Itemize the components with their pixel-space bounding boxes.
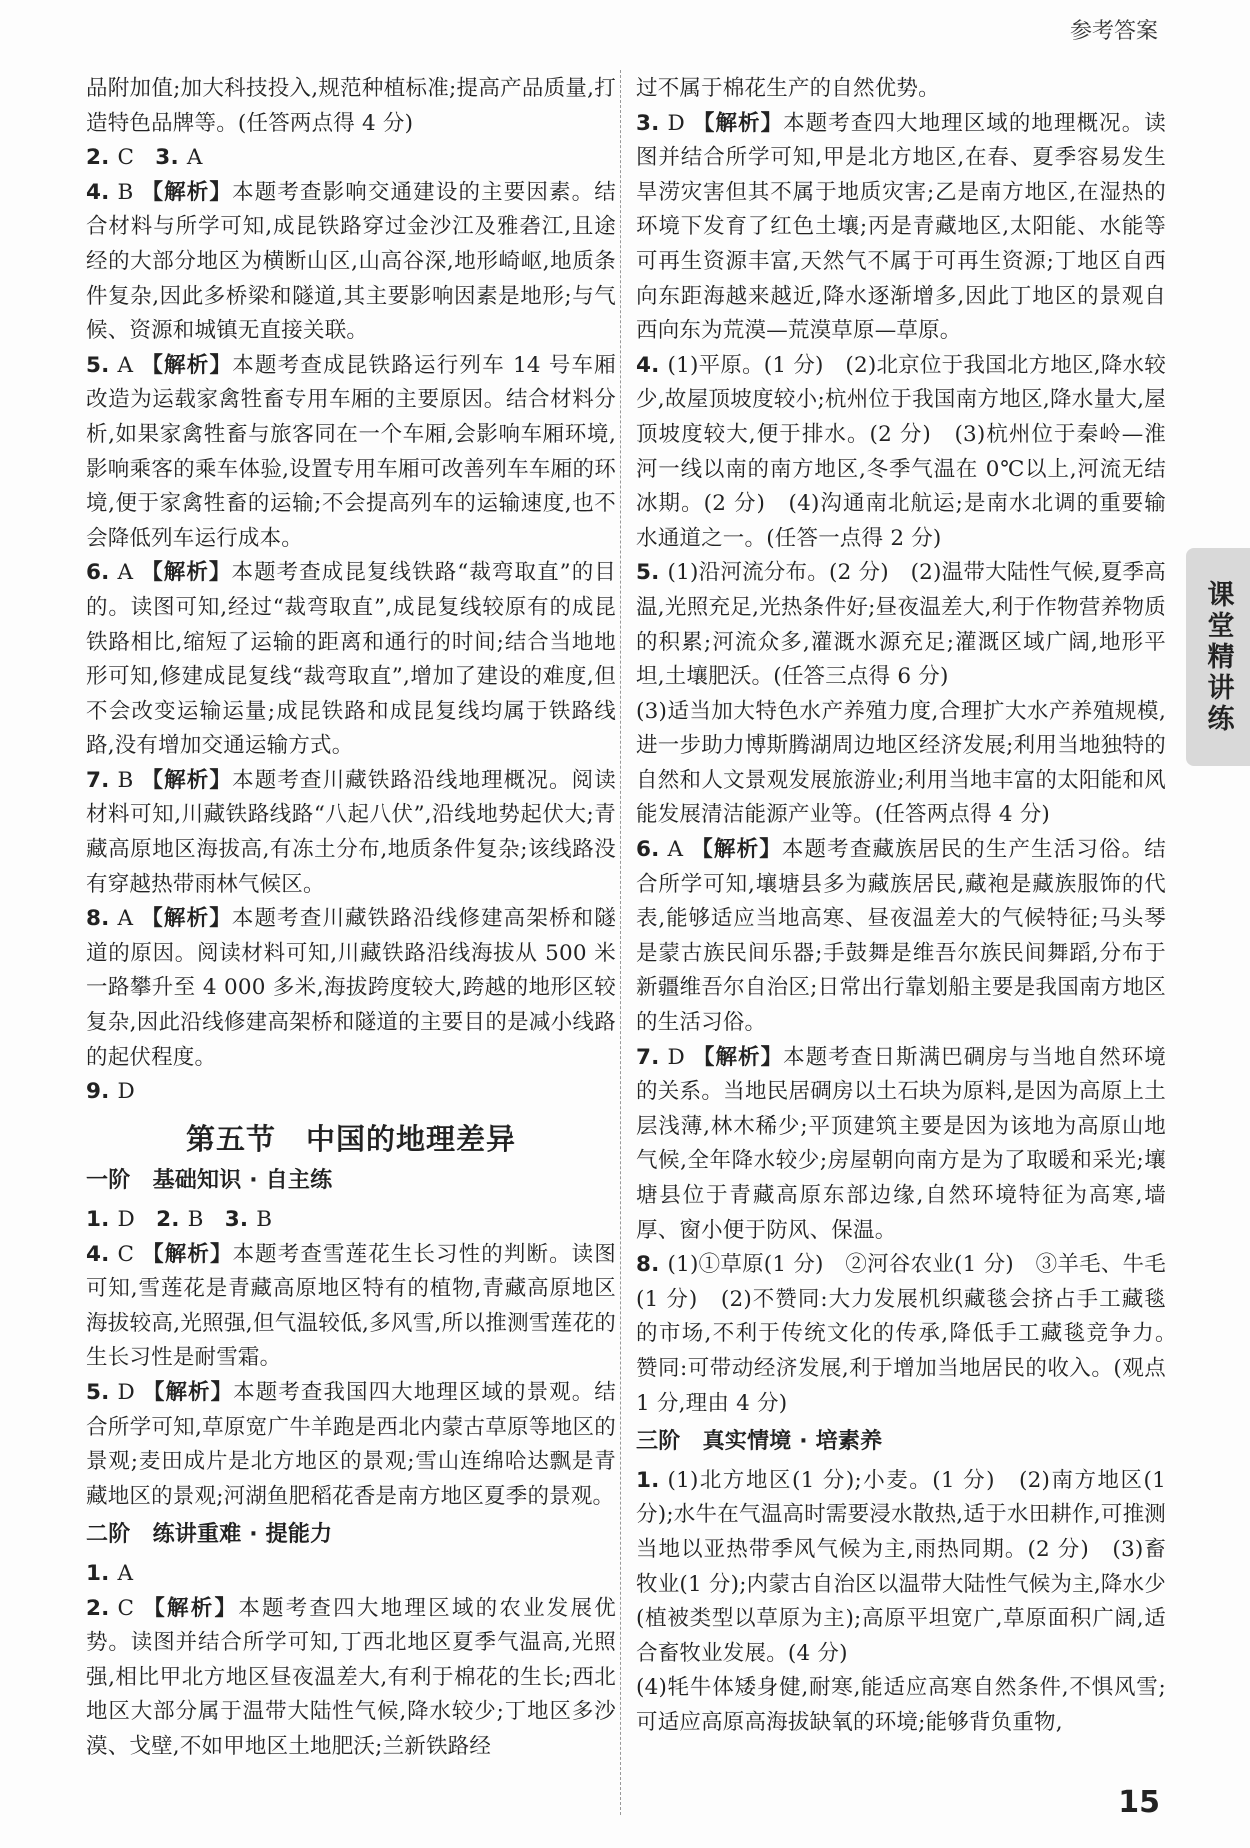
answer: B bbox=[256, 1207, 273, 1232]
question-number: 8. bbox=[86, 906, 110, 932]
stage3-answer-1 bbox=[636, 1464, 1166, 1672]
stage-heading-2: 二阶 练讲重难 · 提能力 bbox=[86, 1522, 333, 1548]
answer: D bbox=[667, 1044, 685, 1070]
section-title: 第五节 中国的地理差异 bbox=[185, 1121, 516, 1156]
answer: D bbox=[117, 1379, 135, 1405]
answer-5 bbox=[86, 349, 616, 557]
analysis-label: 【解析】 bbox=[143, 1595, 239, 1621]
answer: A bbox=[117, 352, 134, 378]
question-number: 9. bbox=[86, 1079, 110, 1105]
answer-8 bbox=[86, 902, 616, 1075]
question-number: 3. bbox=[155, 145, 179, 171]
answer: B bbox=[187, 1207, 204, 1232]
question-number: 5. bbox=[86, 352, 110, 378]
analysis-text: 本题考查影响交通建设的主要因素。结合材料与所学可知,成昆铁路穿过金沙江及雅砻江,且途经的大部分地区为横断山区,山高谷深,地形崎岖,地质条件复杂,因此多桥梁和隧道,其主要影响因素是地形;与气候、资源和城镇无直接关联。 bbox=[86, 179, 616, 344]
answer: A bbox=[667, 837, 684, 863]
answer-5 bbox=[636, 556, 1166, 694]
analysis-label: 【解析】 bbox=[142, 1241, 233, 1267]
question-number: 1. bbox=[86, 1207, 110, 1232]
analysis-label: 【解析】 bbox=[691, 837, 782, 863]
question-number: 2. bbox=[86, 145, 110, 171]
analysis-label: 【解析】 bbox=[141, 906, 232, 932]
answer: A bbox=[117, 560, 134, 586]
answer-6 bbox=[636, 833, 1166, 1041]
answer: C bbox=[117, 1241, 135, 1267]
answer-2-3 bbox=[86, 141, 616, 176]
question-number: 3. bbox=[224, 1207, 249, 1232]
question-number: 8. bbox=[636, 1252, 660, 1278]
question-number: 4. bbox=[86, 1241, 110, 1267]
question-number: 1. bbox=[636, 1467, 660, 1493]
question-number: 2. bbox=[156, 1207, 180, 1232]
question-number: 5. bbox=[86, 1379, 110, 1405]
analysis-label: 【解析】 bbox=[692, 1044, 784, 1070]
answer: D bbox=[667, 110, 685, 136]
stage1-answer-4 bbox=[86, 1238, 616, 1376]
stage3-answer-1-part-4: (4)牦牛体矮身健,耐寒,能适应高寒自然条件,不惧风雪;可适应高原高海拔缺氧的环境;能够背负重物, bbox=[636, 1675, 1166, 1735]
right-column bbox=[636, 72, 1188, 1741]
left-paragraph-continued: 品附加值;加大科技投入,规范种植标准;提高产品质量,打造特色品牌等。(任答两点得 4 分) bbox=[86, 76, 616, 136]
answer-text: (1)沿河流分布。(2 分) (2)温带大陆性气候,夏季高温,光照充足,光热条件好;昼夜温差大,利于作物营养物质的积累;河流众多,灌溉水源充足;灌溉区域广阔,地形平坦,土壤肥沃。(任答三点得 6 分) bbox=[636, 560, 1166, 690]
right-paragraph-continued: 过不属于棉花生产的自然优势。 bbox=[636, 76, 940, 101]
answer: B bbox=[117, 767, 134, 793]
answer-5-part-3: (3)适当加大特色水产养殖力度,合理扩大水产养殖规模,进一步助力博斯腾湖周边地区经济发展;利用当地独特的自然和人文景观发展旅游业;利用当地丰富的太阳能和风能发展清洁能源产业等。(任答两点得 4 分) bbox=[636, 698, 1166, 828]
answer-4 bbox=[86, 176, 616, 349]
answer-6 bbox=[86, 556, 616, 764]
question-number: 7. bbox=[86, 767, 110, 793]
analysis-text: 本题考查我国四大地理区域的景观。结合所学可知,草原宽广牛羊跑是西北内蒙古草原等地区的景观;麦田成片是北方地区的景观;雪山连绵哈达飘是青藏地区的景观;河湖鱼肥稻花香是南方地区夏季的景观。 bbox=[86, 1379, 616, 1509]
side-tab-label: 课堂精讲练 bbox=[1202, 579, 1234, 735]
answer-9 bbox=[86, 1075, 616, 1110]
question-number: 7. bbox=[636, 1044, 660, 1070]
stage2-answer-2 bbox=[86, 1592, 616, 1765]
header-label: 参考答案 bbox=[1069, 19, 1158, 44]
answer: B bbox=[117, 179, 134, 205]
stage-heading-1: 一阶 基础知识 · 自主练 bbox=[86, 1168, 333, 1194]
answer-text: (1)平原。(1 分) (2)北京位于我国北方地区,降水较少,故屋顶坡度较小;杭州位于我国南方地区,降水量大,屋顶坡度较大,便于排水。(2 分) (3)杭州位于秦岭—淮河一线以南的南方地区,冬季气温在 0℃以上,河流无结冰期。(2 分) (4)沟通南北航运;是南水北调的重要输水通道之一。(任答一点得 2 分) bbox=[636, 352, 1166, 551]
question-number: 2. bbox=[86, 1595, 110, 1621]
analysis-text: 本题考查成昆复线铁路“裁弯取直”的目的。读图可知,经过“裁弯取直”,成昆复线较原有的成昆铁路相比,缩短了运输的距离和通行的时间;结合当地地形可知,修建成昆复线“裁弯取直”,增加了建设的难度,但不会改变运输运量;成昆铁路和成昆复线均属于铁路线路,没有增加交通运输方式。 bbox=[86, 560, 616, 759]
page-number: 15 bbox=[1118, 1785, 1160, 1820]
section-side-tab bbox=[1186, 548, 1250, 766]
answer-7 bbox=[636, 1041, 1166, 1249]
answer-7 bbox=[86, 764, 616, 902]
analysis-label: 【解析】 bbox=[692, 110, 784, 136]
answer: A bbox=[186, 145, 203, 171]
analysis-text: 本题考查川藏铁路沿线地理概况。阅读材料可知,川藏铁路线路“八起八伏”,沿线地势起伏大;青藏高原地区海拔高,有冻土分布,地质条件复杂;该线路没有穿越热带雨林气候区。 bbox=[86, 767, 616, 897]
analysis-text: 本题考查雪莲花生长习性的判断。读图可知,雪莲花是青藏高原地区特有的植物,青藏高原地区海拔较高,光照强,但气温较低,多风雪,所以推测雪莲花的生长习性是耐雪霜。 bbox=[86, 1241, 616, 1371]
answer: A bbox=[117, 1560, 134, 1586]
stage2-answer-1 bbox=[86, 1557, 616, 1592]
analysis-text: 本题考查四大地理区域的地理概况。读图并结合所学可知,甲是北方地区,在春、夏季容易发生旱涝灾害但其不属于地质灾害;乙是南方地区,在湿热的环境下发育了红色土壤;丙是青藏地区,太阳能、水能等可再生资源丰富,天然气不属于可再生资源;丁地区自西向东距海越来越近,降水逐渐增多,因此丁地区的景观自西向东为荒漠—荒漠草原—草原。 bbox=[636, 110, 1166, 344]
analysis-label: 【解析】 bbox=[142, 1379, 234, 1405]
answer: D bbox=[117, 1079, 135, 1105]
left-column bbox=[86, 72, 616, 1765]
stage1-answers-1-3 bbox=[86, 1203, 616, 1238]
analysis-text: 本题考查川藏铁路沿线修建高架桥和隧道的原因。阅读材料可知,川藏铁路沿线海拔从 500 米一路攀升至 4 000 多米,海拔跨度较大,跨越的地形区较复杂,因此沿线修建高架桥和隧道的主要目的是减小线路的起伏程度。 bbox=[86, 906, 616, 1070]
question-number: 3. bbox=[636, 110, 660, 136]
answer-3 bbox=[636, 107, 1166, 349]
analysis-text: 本题考查四大地理区域的农业发展优势。读图并结合所学可知,丁西北地区夏季气温高,光照强,相比甲北方地区昼夜温差大,有利于棉花的生长;西北地区大部分属于温带大陆性气候,降水较少;丁地区多沙漠、戈壁,不如甲地区土地肥沃;兰新铁路经 bbox=[86, 1595, 616, 1759]
answer: D bbox=[117, 1207, 135, 1232]
answer-text: (1)①草原(1 分) ②河谷农业(1 分) ③羊毛、牛毛(1 分) (2)不赞同:大力发展机织藏毯会挤占手工藏毯的市场,不利于传统文化的传承,降低手工藏毯竞争力。 赞同:可带动经济发展,利于增加当地居民的收入。(观点 1 分,理由 4 分) bbox=[636, 1252, 1188, 1416]
answer-8 bbox=[636, 1248, 1188, 1421]
stage-heading-3: 三阶 真实情境 · 培素养 bbox=[636, 1429, 883, 1455]
analysis-text: 本题考查日斯满巴碉房与当地自然环境的关系。当地民居碉房以土石块为原料,是因为高原上土层浅薄,林木稀少;平顶建筑主要是因为该地为高原山地气候,全年降水较少;房屋朝向南方是为了取暖和采光;壤塘县位于青藏高原东部边缘,自然环境特征为高寒,墙厚、窗小便于防风、保温。 bbox=[636, 1044, 1166, 1243]
question-number: 6. bbox=[86, 560, 110, 586]
analysis-label: 【解析】 bbox=[141, 560, 232, 586]
question-number: 4. bbox=[636, 352, 660, 378]
question-number: 1. bbox=[86, 1560, 110, 1586]
answer: C bbox=[117, 145, 135, 171]
answer: C bbox=[117, 1595, 135, 1621]
answer-4 bbox=[636, 349, 1166, 557]
column-divider bbox=[620, 70, 621, 1815]
answer-text: (1)北方地区(1 分);小麦。(1 分) (2)南方地区(1 分);水牛在气温高时需要浸水散热,适于水田耕作,可推测当地以亚热带季风气候为主,雨热同期。(2 分) (3)畜牧业(1 分);内蒙古自治区以温带大陆性气候为主,降水少(植被类型以草原为主);高原平坦宽广,草原面积广阔,适合畜牧业发展。(4 分) bbox=[636, 1467, 1166, 1666]
question-number: 4. bbox=[86, 179, 110, 205]
analysis-label: 【解析】 bbox=[141, 179, 233, 205]
question-number: 5. bbox=[636, 560, 660, 586]
answer: A bbox=[117, 906, 134, 932]
analysis-label: 【解析】 bbox=[141, 767, 233, 793]
analysis-text: 本题考查藏族居民的生产生活习俗。结合所学可知,壤塘县多为藏族居民,藏袍是藏族服饰的代表,能够适应当地高寒、昼夜温差大的气候特征;马头琴是蒙古族民间乐器;手鼓舞是维吾尔族民间舞蹈,分布于新疆维吾尔自治区;日常出行靠划船主要是我国南方地区的生活习俗。 bbox=[636, 837, 1166, 1036]
question-number: 6. bbox=[636, 837, 660, 863]
analysis-text: 本题考查成昆铁路运行列车 14 号车厢改造为运载家禽牲畜专用车厢的主要原因。结合材料分析,如果家禽牲畜与旅客同在一个车厢,会影响车厢环境,影响乘客的乘车体验,设置专用车厢可改善列车车厢的环境,便于家禽牲畜的运输;不会提高列车的运输速度,也不会降低列车运行成本。 bbox=[86, 352, 616, 551]
stage1-answer-5 bbox=[86, 1376, 616, 1514]
analysis-label: 【解析】 bbox=[141, 352, 233, 378]
